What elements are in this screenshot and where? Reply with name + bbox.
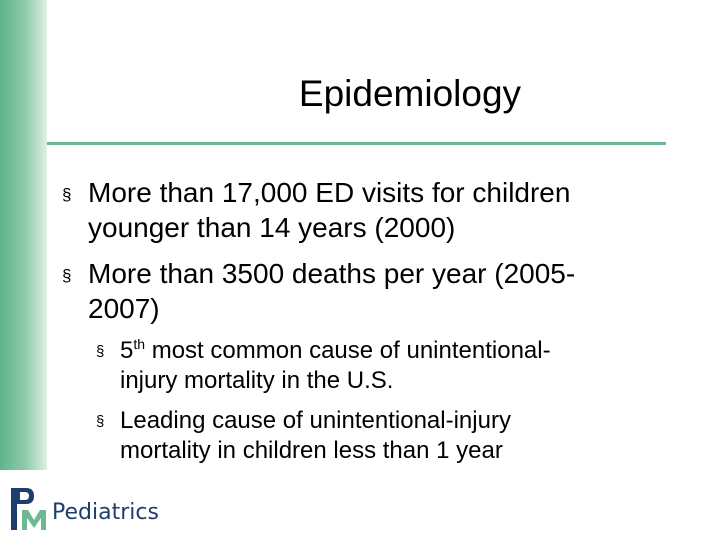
bullet-line: younger than 14 years (2000) bbox=[88, 212, 456, 243]
logo-text: Pediatrics bbox=[52, 500, 159, 525]
bullet-line: Leading cause of unintentional-injury bbox=[120, 407, 511, 434]
bullet-line: mortality in children less than 1 year bbox=[120, 437, 503, 464]
bullet-marker-icon: § bbox=[62, 185, 72, 204]
pm-logo-icon bbox=[8, 486, 48, 532]
ordinal-suffix: th bbox=[133, 336, 146, 352]
pediatrics-logo bbox=[8, 484, 158, 534]
slide-title: Epidemiology bbox=[298, 73, 522, 114]
bullet-line: 2007) bbox=[88, 293, 160, 324]
bullet-line: injury mortality in the U.S. bbox=[120, 367, 394, 394]
bullet-marker-icon: § bbox=[62, 266, 72, 285]
bullet-line: More than 3500 deaths per year (2005- bbox=[88, 258, 576, 289]
bullet-marker-icon: § bbox=[96, 343, 105, 360]
bullet-marker-icon: § bbox=[96, 413, 105, 430]
bullet-line: More than 17,000 ED visits for children bbox=[88, 177, 571, 208]
bullet-line: most common cause of unintentional- bbox=[145, 337, 551, 364]
ordinal-number: 5 bbox=[120, 337, 134, 364]
